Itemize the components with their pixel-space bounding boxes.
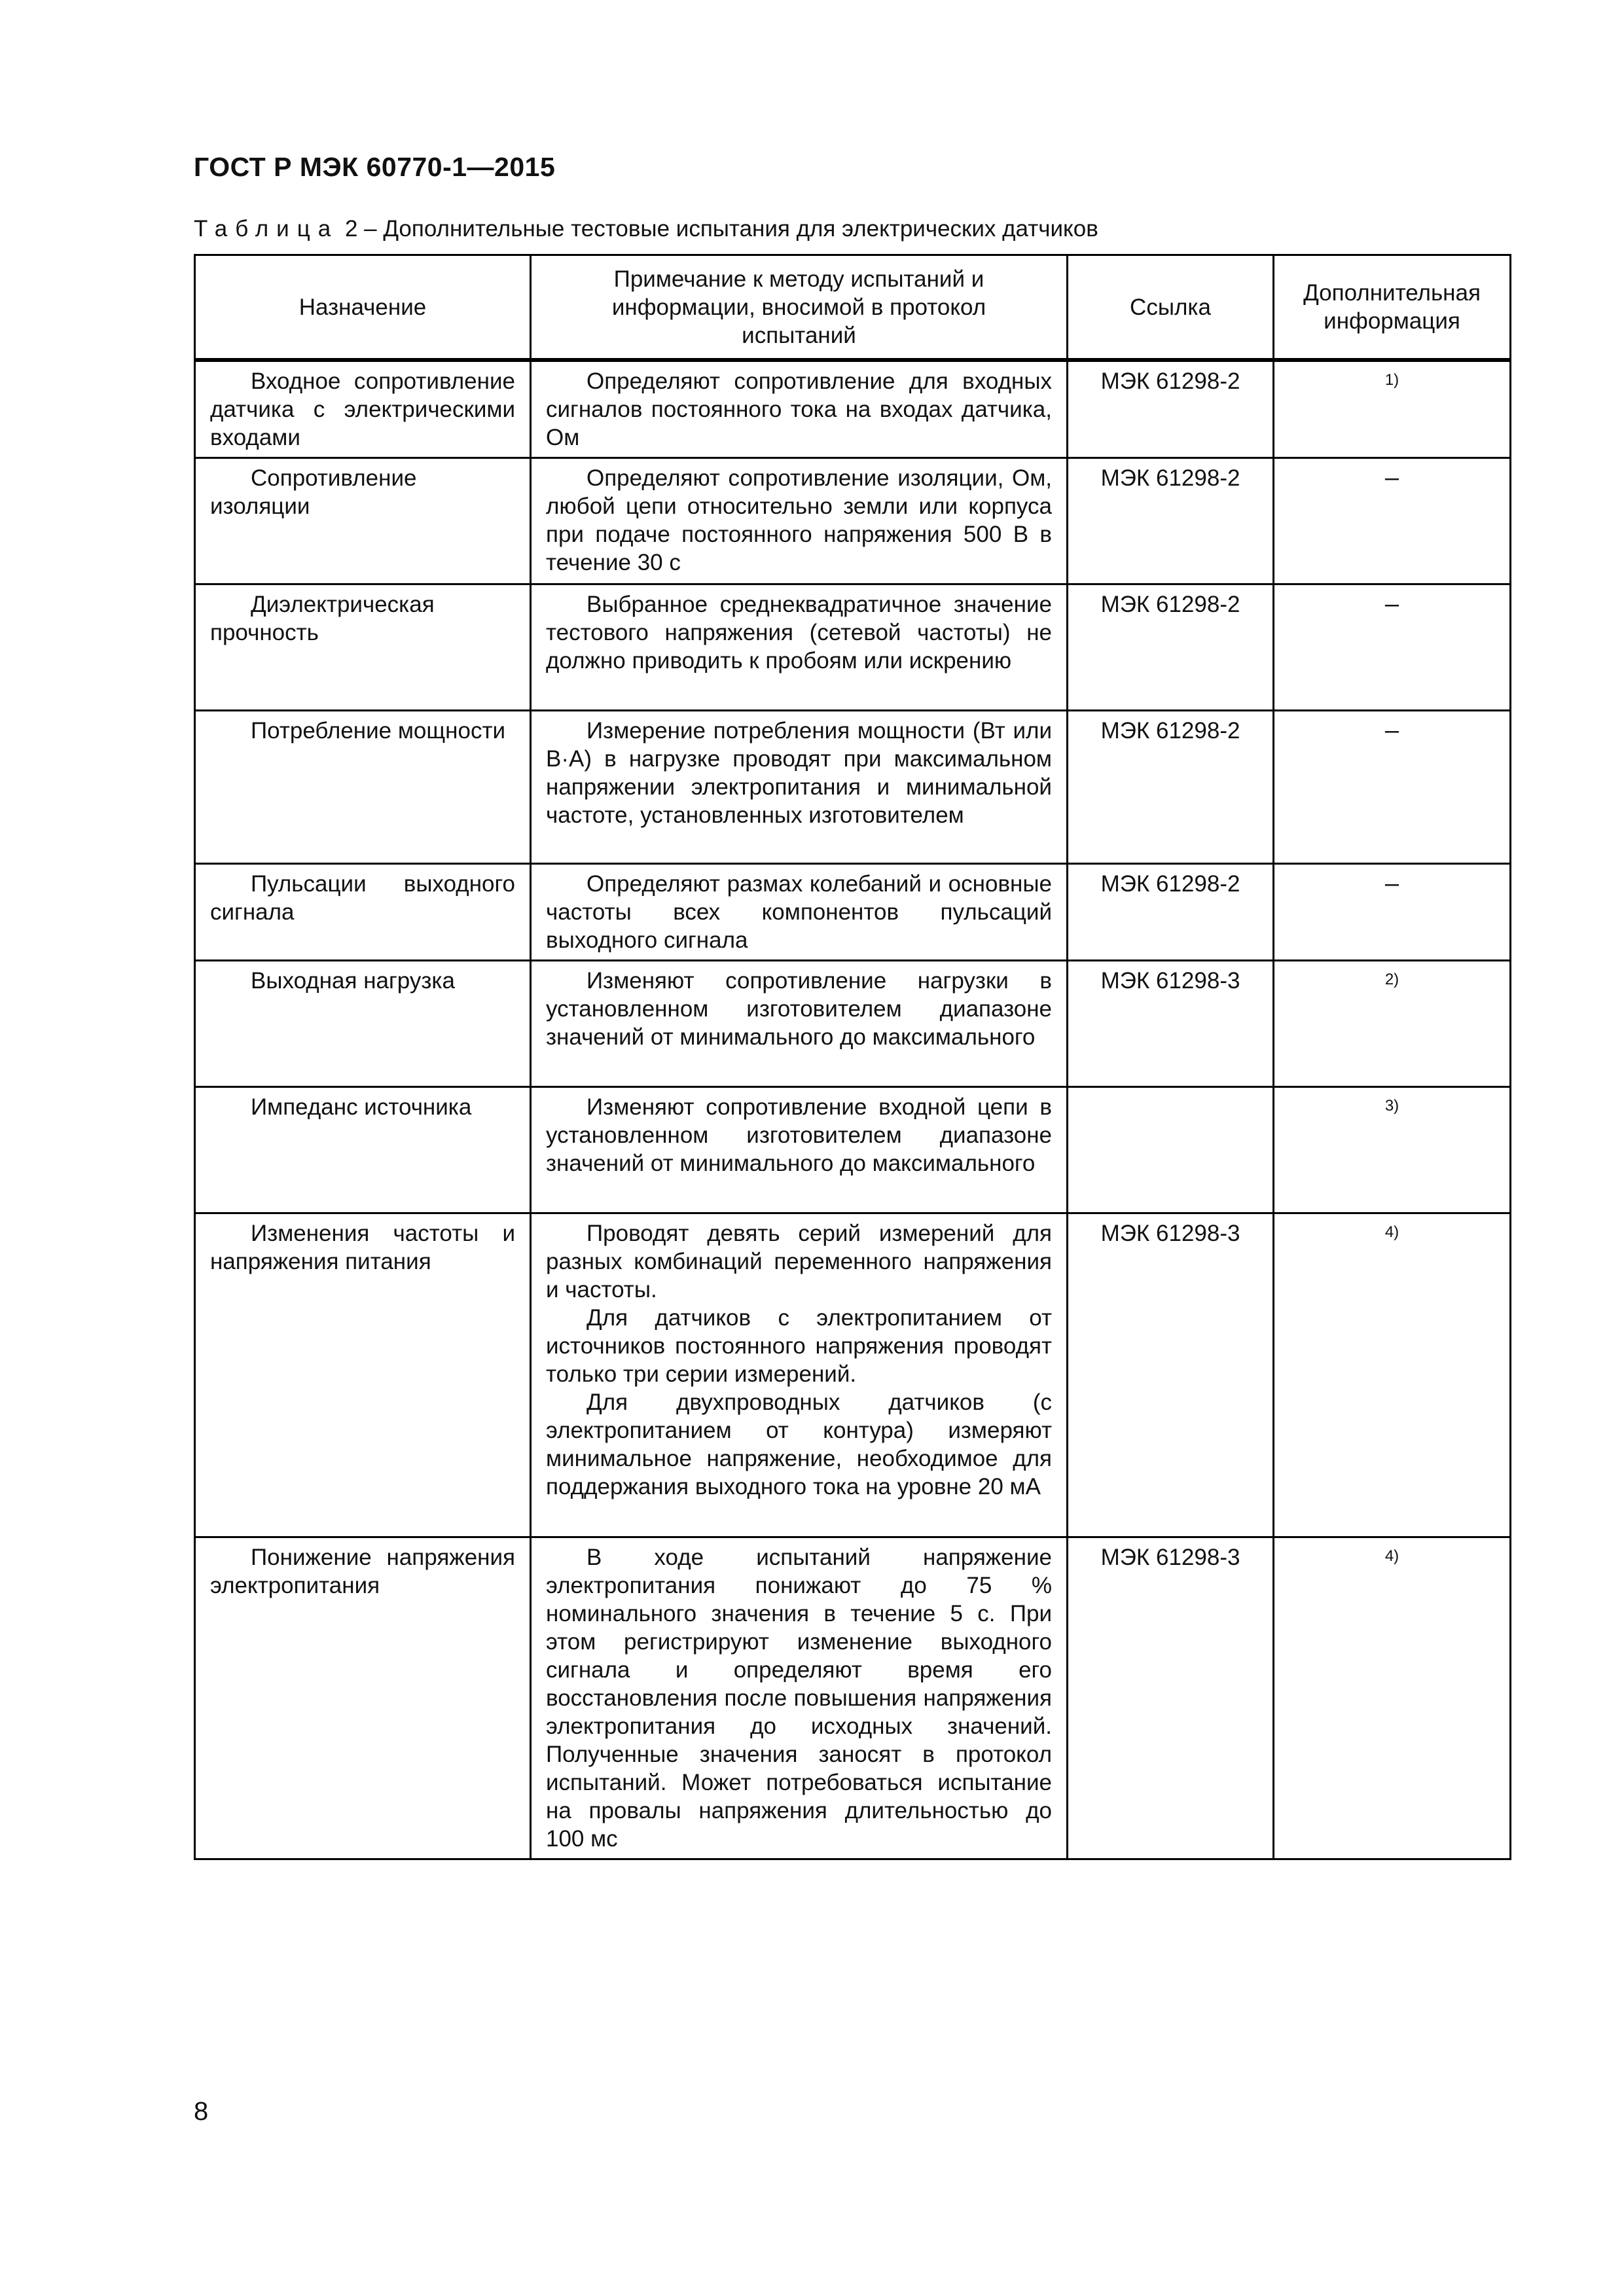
cell-info <box>1274 961 1511 1087</box>
method-paragraph: Измерение потребления мощности (Вт или В·А) в нагрузке проводят при максимальном напряжении электропитания и минимальной частоте, установленных изготовителем <box>546 718 1052 828</box>
method-paragraph: Изменяют сопротивление входной цепи в установленном изготовителем диапазоне значений от минимального до максимального <box>546 1094 1052 1176</box>
cell-purpose: Импеданс источника <box>195 1087 531 1213</box>
cell-reference: МЭК 61298-3 <box>1068 1213 1274 1537</box>
cell-info <box>1274 711 1511 864</box>
cell-method <box>531 1213 1068 1537</box>
cell-method <box>531 458 1068 584</box>
caption-word: Таблица <box>194 216 339 242</box>
footnote-ref: 3) <box>1384 1097 1399 1115</box>
standard-title: ГОСТ Р МЭК 60770-1—2015 <box>194 152 556 182</box>
cell-reference: МЭК 61298-3 <box>1068 1537 1274 1859</box>
method-paragraph: Изменяют сопротивление нагрузки в установленном изготовителем диапазоне значений от минимального до максимального <box>546 968 1052 1050</box>
cell-reference: МЭК 61298-3 <box>1068 961 1274 1087</box>
footnote-ref: 4) <box>1384 1547 1399 1565</box>
table-header-row <box>195 255 1511 361</box>
table-row <box>195 1087 1511 1213</box>
cell-info <box>1274 360 1511 458</box>
table-row <box>195 1213 1511 1537</box>
page-number: 8 <box>194 2097 209 2126</box>
info-dash: – <box>1384 464 1399 492</box>
table-row <box>195 458 1511 584</box>
table-row <box>195 864 1511 961</box>
method-paragraph: Для двухпроводных датчиков (с электропитанием от контура) измеряют минимальное напряжение, необходимое для поддержания выходного тока на уровне 20 мА <box>546 1390 1052 1499</box>
cell-info <box>1274 1087 1511 1213</box>
table-body <box>195 360 1511 1859</box>
footnote-ref: 4) <box>1384 1223 1399 1241</box>
table-row <box>195 961 1511 1087</box>
table-row <box>195 1537 1511 1859</box>
table-row <box>195 360 1511 458</box>
method-paragraph: Для датчиков с электропитанием от источников постоянного напряжения проводят только три серии измерений. <box>546 1305 1052 1387</box>
cell-info <box>1274 1537 1511 1859</box>
cell-purpose: Пульсации выходного сигнала <box>195 864 531 961</box>
cell-method <box>531 864 1068 961</box>
footnote-ref: 1) <box>1384 371 1399 389</box>
cell-method <box>531 711 1068 864</box>
cell-info <box>1274 584 1511 711</box>
info-dash: – <box>1384 870 1399 897</box>
cell-purpose: Сопротивление изоляции <box>195 458 531 584</box>
cell-info <box>1274 1213 1511 1537</box>
tests-table <box>194 254 1511 1860</box>
method-paragraph: Определяют размах колебаний и основные частоты всех компонентов пульсаций выходного сигнала <box>546 871 1052 953</box>
cell-reference: МЭК 61298-2 <box>1068 864 1274 961</box>
cell-reference: МЭК 61298-2 <box>1068 360 1274 458</box>
cell-reference <box>1068 1087 1274 1213</box>
col-header-reference: Ссылка <box>1068 255 1274 361</box>
cell-method <box>531 584 1068 711</box>
cell-purpose: Понижение напряжения электропитания <box>195 1537 531 1859</box>
cell-reference: МЭК 61298-2 <box>1068 458 1274 584</box>
cell-info <box>1274 864 1511 961</box>
cell-purpose: Изменения частоты и напряжения питания <box>195 1213 531 1537</box>
method-paragraph: Проводят девять серий измерений для разных комбинаций переменного напряжения и частоты. <box>546 1221 1052 1302</box>
col-header-info: Дополнительная информация <box>1274 255 1511 361</box>
footnote-ref: 2) <box>1384 971 1399 988</box>
method-paragraph: Выбранное среднеквадратичное значение тестового напряжения (сетевой частоты) не должно приводить к пробоям или искрению <box>546 592 1052 673</box>
cell-reference: МЭК 61298-2 <box>1068 711 1274 864</box>
caption-text: 2 – Дополнительные тестовые испытания для электрических датчиков <box>338 216 1098 242</box>
method-paragraph: Определяют сопротивление для входных сигналов постоянного тока на входах датчика, Ом <box>546 368 1052 450</box>
info-dash: – <box>1384 590 1399 618</box>
cell-method <box>531 961 1068 1087</box>
method-paragraph: Определяют сопротивление изоляции, Ом, любой цепи относительно земли или корпуса при подаче постоянного напряжения 500 В в течение 30 с <box>546 465 1052 575</box>
table-row <box>195 711 1511 864</box>
cell-method <box>531 1537 1068 1859</box>
table-row <box>195 584 1511 711</box>
cell-info <box>1274 458 1511 584</box>
cell-method <box>531 360 1068 458</box>
col-header-method: Примечание к методу испытаний и информации, вносимой в протокол испытаний <box>531 255 1068 361</box>
cell-purpose: Выходная нагрузка <box>195 961 531 1087</box>
cell-reference: МЭК 61298-2 <box>1068 584 1274 711</box>
table-caption <box>194 216 1098 242</box>
cell-purpose: Потребление мощности <box>195 711 531 864</box>
cell-purpose: Входное сопротивление датчика с электрическими входами <box>195 360 531 458</box>
method-paragraph: В ходе испытаний напряжение электропитания понижают до 75 % номинального значения в течение 5 с. При этом регистрируют изменение выходного сигнала и определяют время его восстановления после повышения напряжения электропитания до исходных значений. Полученные значения заносят в протокол испытаний. Может потребоваться испытание на провалы напряжения длительностью до 100 мс <box>546 1545 1052 1852</box>
cell-purpose: Диэлектрическая прочность <box>195 584 531 711</box>
cell-method <box>531 1087 1068 1213</box>
col-header-purpose: Назначение <box>195 255 531 361</box>
info-dash: – <box>1384 717 1399 744</box>
